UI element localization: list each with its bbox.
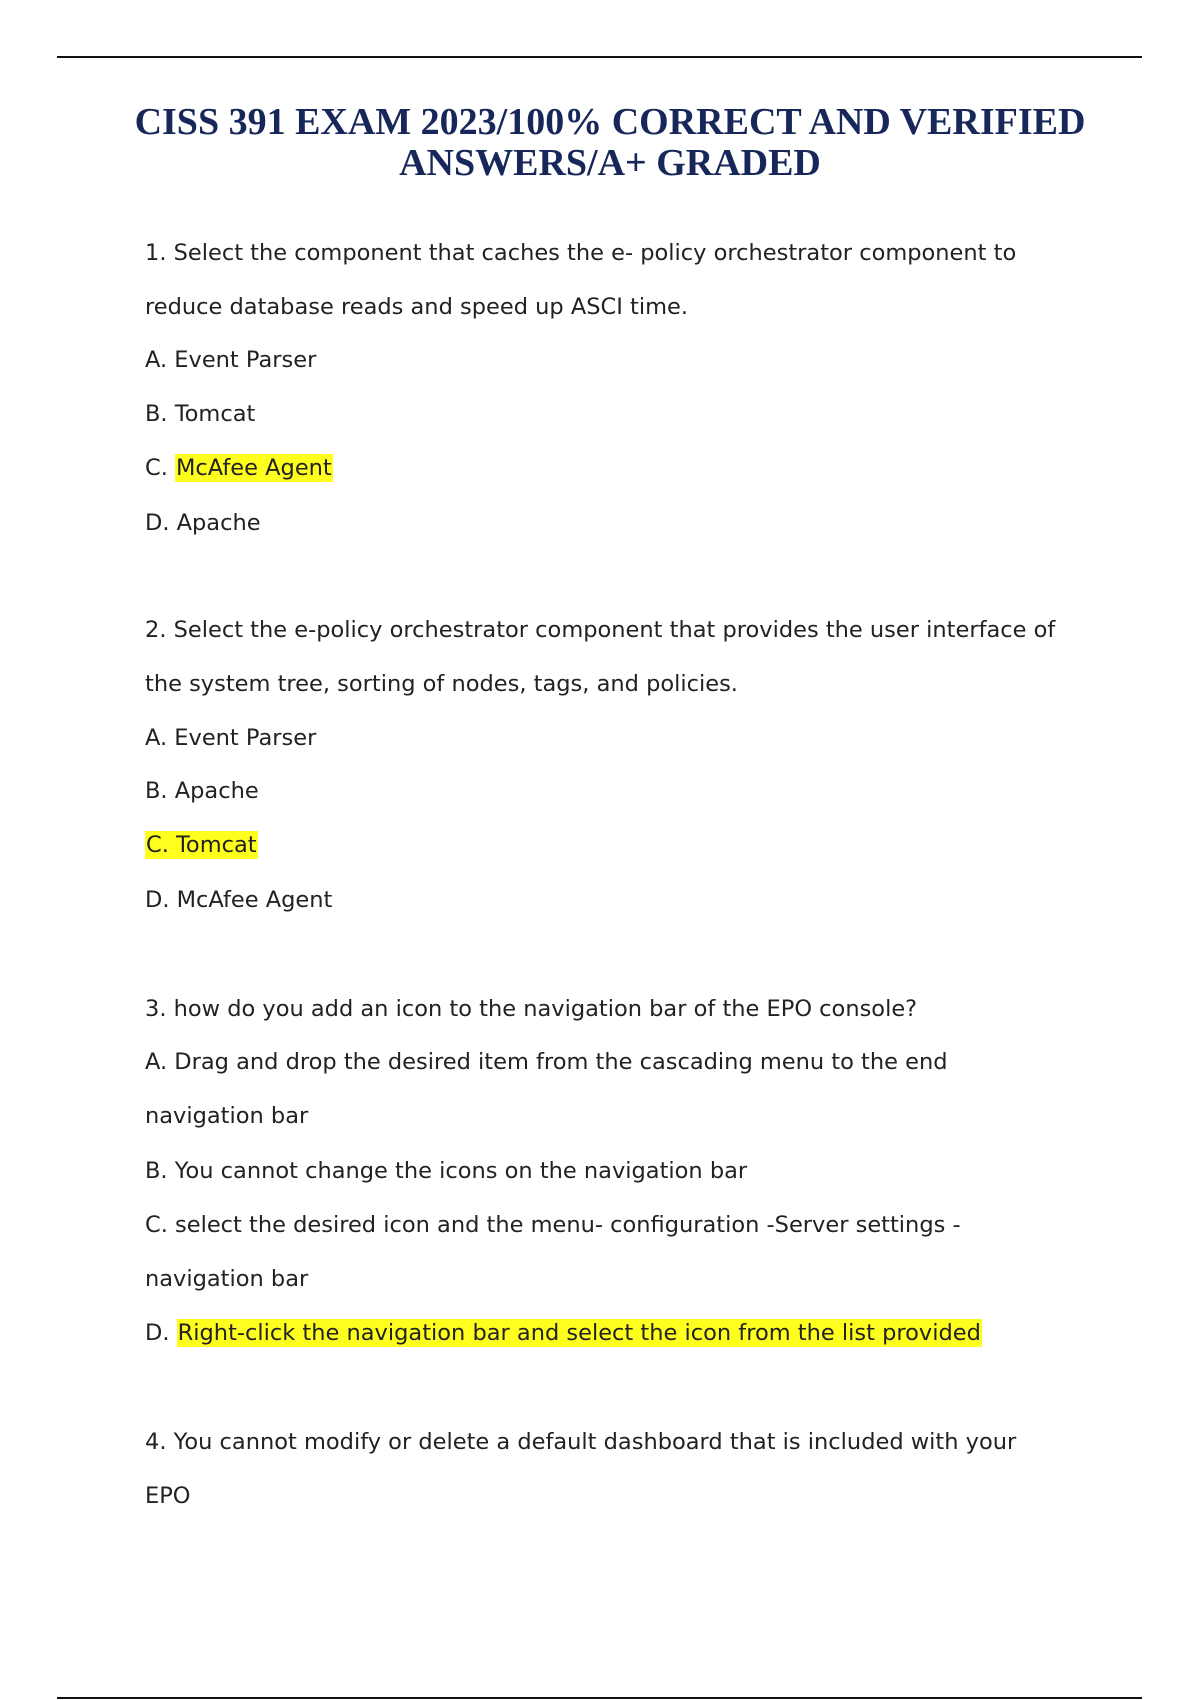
question-2-text-line-1: 2. Select the e-policy orchestrator component that provides the user interface of [145, 617, 1056, 643]
question-3-option-d: D. Right-click the navigation bar and select the icon from the list provided [145, 1320, 981, 1346]
bottom-rule [57, 1697, 1142, 1699]
question-3-text-line-1: 3. how do you add an icon to the navigation bar of the EPO console? [145, 996, 918, 1022]
question-4-text-line-2: EPO [145, 1483, 191, 1509]
highlighted-answer: Right-click the navigation bar and select the icon from the list provided [177, 1320, 981, 1346]
question-3-option-c: C. select the desired icon and the menu- configuration -Server settings - [145, 1212, 961, 1238]
document-title [60, 102, 1160, 184]
question-2-option-c [145, 830, 258, 860]
highlighted-answer: McAfee Agent [176, 455, 332, 481]
question-2-option-d: D. McAfee Agent [145, 887, 333, 913]
top-rule [57, 56, 1142, 58]
question-2-option-a: A. Event Parser [145, 725, 317, 751]
highlighted-answer: C. Tomcat [146, 832, 257, 858]
question-3-option-c-cont: navigation bar [145, 1266, 309, 1292]
question-1-option-c: C. McAfee Agent [145, 455, 332, 481]
question-3-option-a: A. Drag and drop the desired item from the cascading menu to the end [145, 1049, 948, 1075]
question-3-option-b: B. You cannot change the icons on the navigation bar [145, 1158, 748, 1184]
question-1-option-b: B. Tomcat [145, 401, 256, 427]
question-1-text-line-2: reduce database reads and speed up ASCI time. [145, 294, 688, 320]
question-1-option-d: D. Apache [145, 510, 261, 536]
question-1-option-a: A. Event Parser [145, 347, 317, 373]
question-2-option-b: B. Apache [145, 778, 259, 804]
question-1-text-line-1: 1. Select the component that caches the e- policy orchestrator component to [145, 240, 1017, 266]
title-line-1: CISS 391 EXAM 2023/100% CORRECT AND VERIFIED [134, 101, 1086, 143]
question-2-text-line-2: the system tree, sorting of nodes, tags, and policies. [145, 671, 738, 697]
title-line-2: ANSWERS/A+ GRADED [399, 142, 821, 184]
question-4-text-line-1: 4. You cannot modify or delete a default dashboard that is included with your [145, 1429, 1017, 1455]
question-3-option-a-cont: navigation bar [145, 1103, 309, 1129]
